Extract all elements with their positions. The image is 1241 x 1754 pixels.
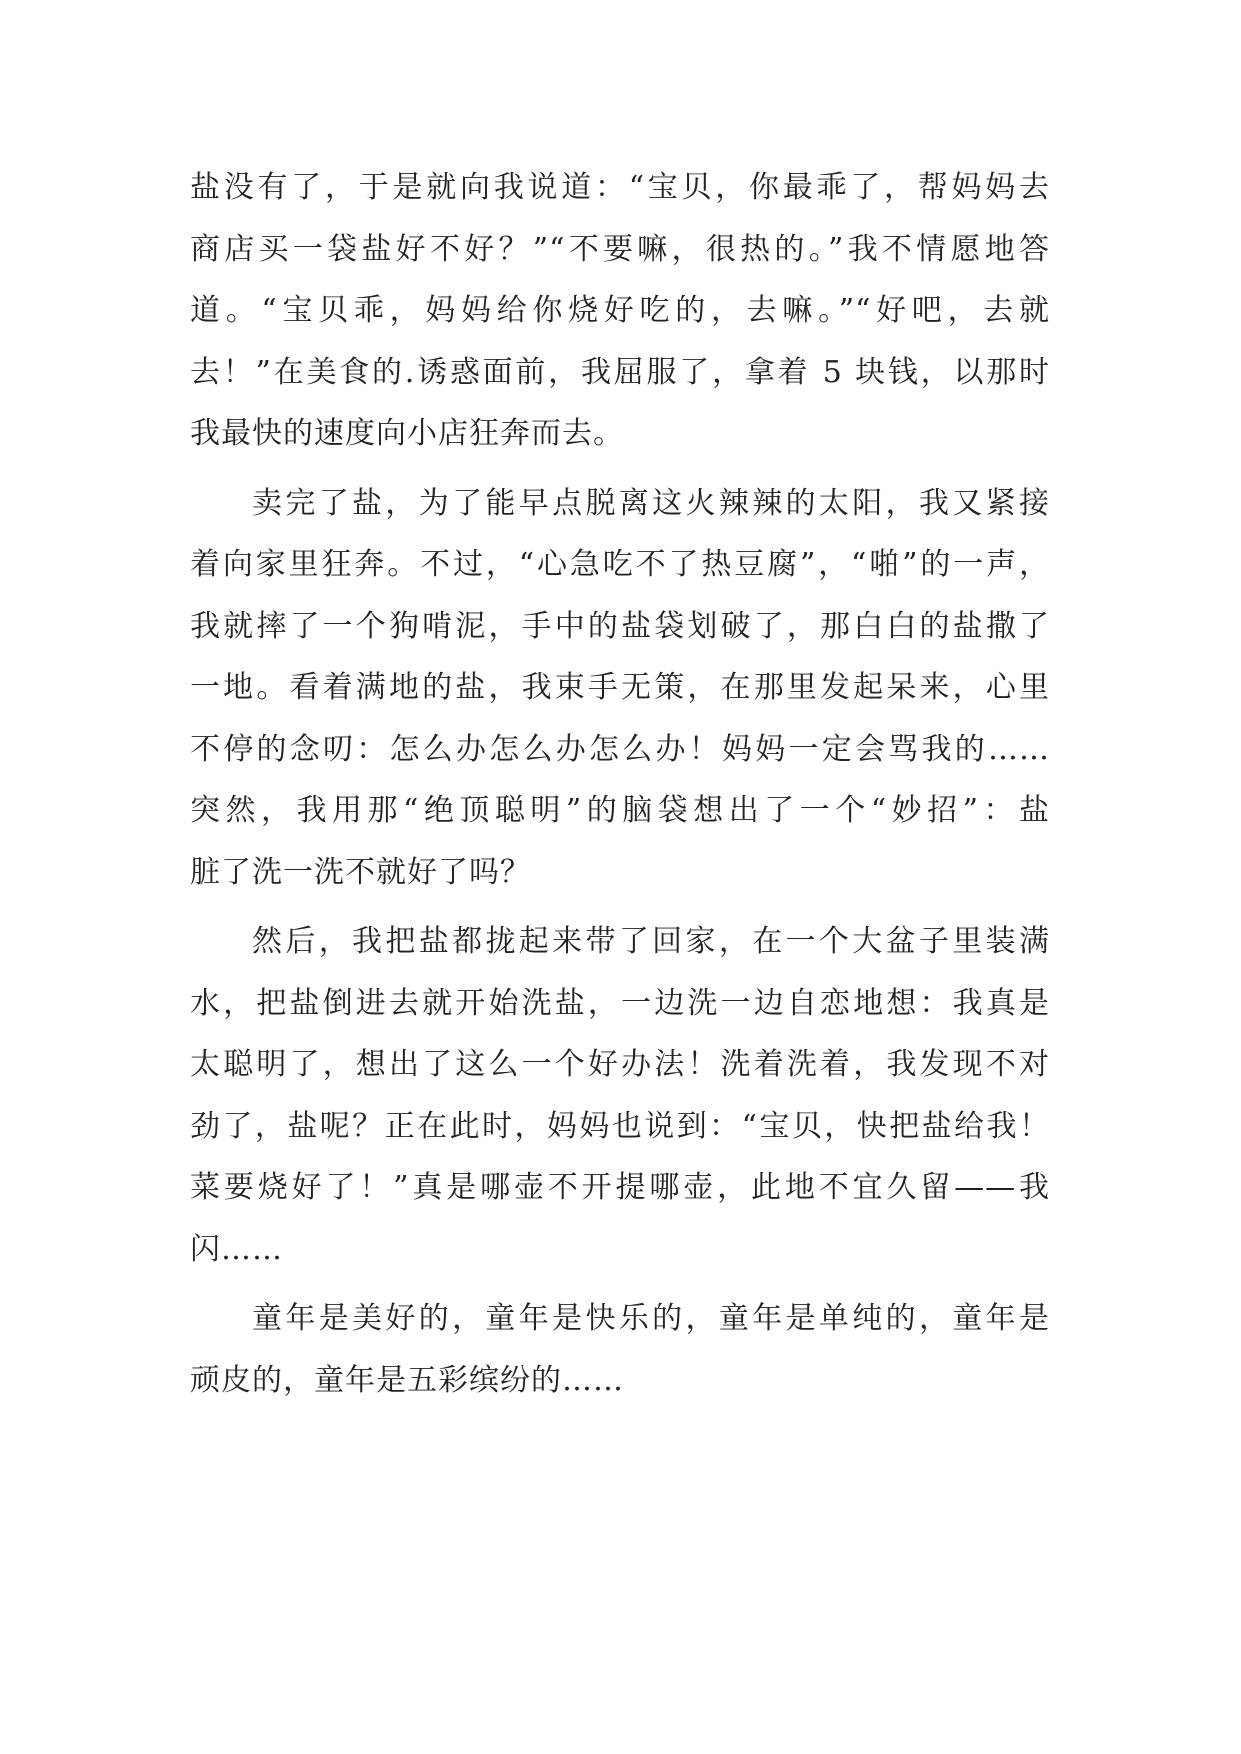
text-line: 闪…… — [190, 1231, 283, 1267]
text-line: 我最快的速度向小店狂奔而去。 — [190, 416, 624, 451]
text-line: 不停的念叨：怎么办怎么办怎么办！妈妈一定会骂我的…… — [190, 731, 1050, 767]
paragraph-spacer — [190, 1280, 1050, 1288]
paragraph-3 — [190, 911, 1050, 1280]
paragraph-spacer — [190, 903, 1050, 911]
text-line: 去！”在美食的.诱惑面前，我屈服了，拿着 5 块钱，以那时 — [190, 354, 1050, 390]
text-line: 然后，我把盐都拢起来带了回家，在一个大盆子里装满 — [252, 924, 1050, 959]
text-line: 一地。看着满地的盐，我束手无策，在那里发起呆来，心里 — [190, 670, 1050, 705]
text-line: 道。“宝贝乖，妈妈给你烧好吃的，去嘛。”“好吧，去就 — [190, 293, 1050, 328]
text-line: 劲了，盐呢？正在此时，妈妈也说到：“宝贝，快把盐给我！ — [190, 1108, 1050, 1144]
text-line: 菜要烧好了！”真是哪壶不开提哪壶，此地不宜久留——我 — [190, 1170, 1050, 1205]
paragraph-4 — [190, 1288, 1050, 1411]
text-line: 着向家里狂奔。不过，“心急吃不了热豆腐”，“啪”的一声， — [190, 547, 1050, 582]
text-line: 卖完了盐，为了能早点脱离这火辣辣的太阳，我又紧接 — [252, 485, 1050, 521]
text-line: 水，把盐倒进去就开始洗盐，一边洗一边自恋地想：我真是 — [190, 985, 1050, 1021]
text-line: 我就摔了一个狗啃泥，手中的盐袋划破了，那白白的盐撒了 — [190, 608, 1050, 644]
text-line: 突然，我用那“绝顶聪明”的脑袋想出了一个“妙招”：盐 — [190, 793, 1050, 828]
text-line: 童年是美好的，童年是快乐的，童年是单纯的，童年是 — [252, 1301, 1050, 1336]
paragraph-1 — [190, 157, 1050, 465]
text-line: 顽皮的，童年是五彩缤纷的…… — [190, 1362, 624, 1398]
paragraph-spacer — [190, 465, 1050, 473]
paragraph-2 — [190, 473, 1050, 904]
text-line: 太聪明了，想出了这么一个好办法！洗着洗着，我发现不对 — [190, 1047, 1050, 1082]
document-body — [190, 157, 1050, 1411]
text-line: 脏了洗一洗不就好了吗？ — [190, 854, 531, 890]
text-line: 商店买一袋盐好不好？”“不要嘛，很热的。”我不情愿地答 — [190, 231, 1050, 267]
text-line: 盐没有了，于是就向我说道：“宝贝，你最乖了，帮妈妈去 — [190, 170, 1050, 205]
